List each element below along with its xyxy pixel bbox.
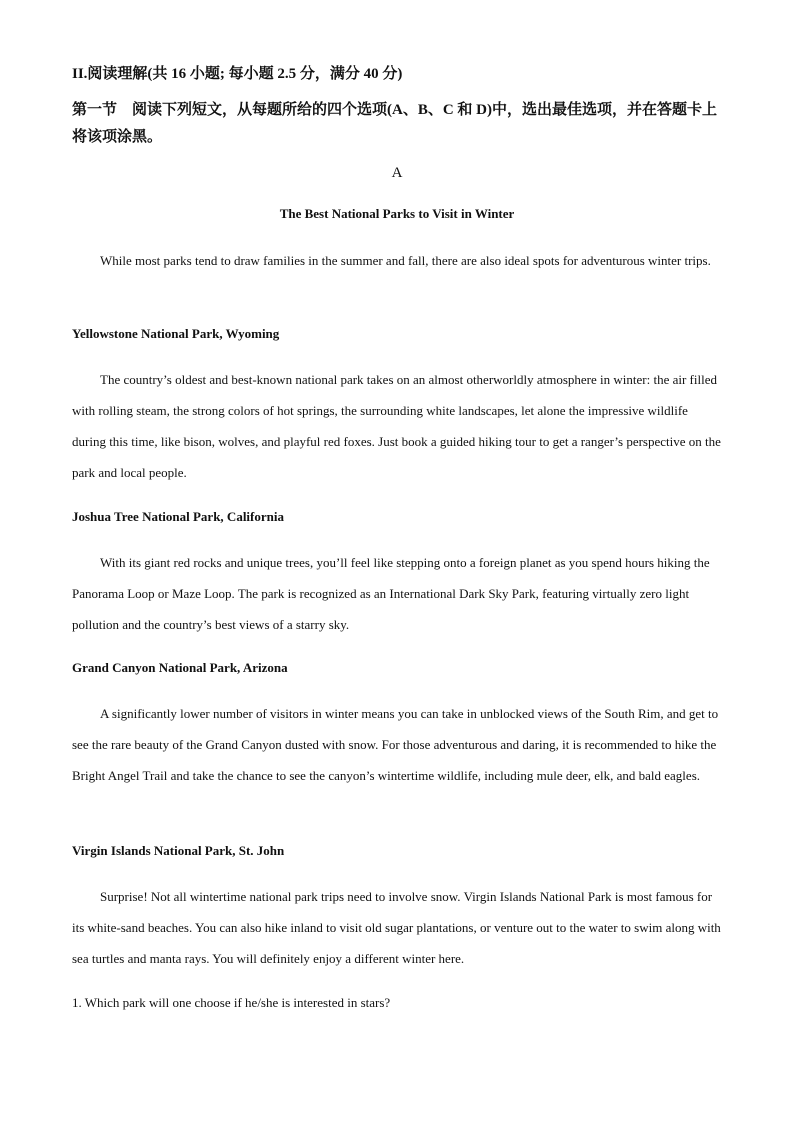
passage-title: The Best National Parks to Visit in Winter [279, 206, 515, 221]
passage-letter: A [391, 165, 403, 181]
park-heading-virgin-islands: Virgin Islands National Park, St. John [72, 843, 285, 858]
park-text-virgin-islands: Surprise! Not all wintertime national park trips need to involve snow. Virgin Islands National Park is most famous for its white-sand beaches. You can also hike inland to visit old sugar plantations, or venture out to the water to swim along with sea turtles and manta rays. You will definitely enjoy a different winter here. [72, 889, 721, 966]
question-1: 1. Which park will one choose if he/she is interested in stars? [72, 995, 391, 1010]
section-instruction: 第一节 阅读下列短文，从每题所给的四个选项(A、B、C 和 D)中，选出最佳选项，并在答题卡上将该项涂黑。 [72, 102, 717, 145]
park-heading-yellowstone: Yellowstone National Park, Wyoming [72, 326, 280, 341]
park-text-yellowstone: The country’s oldest and best-known national park takes on an almost otherworldly atmosphere in winter: the air filled with rolling steam, the strong colors of hot springs, the surrounding white landscapes, let alone the impressive wildlife during this time, like bison, wolves, and playful red foxes. Just book a guided hiking tour to get a ranger’s perspective on the park and local people. [72, 372, 721, 480]
park-heading-joshua-tree: Joshua Tree National Park, California [72, 509, 284, 524]
park-text-joshua-tree: With its giant red rocks and unique trees, you’ll feel like stepping onto a foreign planet as you spend hours hiking the Panorama Loop or Maze Loop. The park is recognized as an International Dark Sky Park, featuring virtually zero light pollution and the country’s best views of a starry sky. [72, 555, 710, 632]
passage-intro: While most parks tend to draw families in the summer and fall, there are also ideal spots for adventurous winter trips. [100, 253, 711, 268]
park-text-grand-canyon: A significantly lower number of visitors in winter means you can take in unblocked views of the South Rim, and get to see the rare beauty of the Grand Canyon dusted with snow. For those adventurous and daring, it is recommended to hike the Bright Angel Trail and take the chance to see the canyon’s wintertime wildlife, including mule deer, elk, and bald eagles. [72, 706, 719, 783]
section-title: II.阅读理解(共 16 小题; 每小题 2.5 分，满分 40 分) [72, 66, 403, 82]
park-heading-grand-canyon: Grand Canyon National Park, Arizona [72, 660, 288, 675]
